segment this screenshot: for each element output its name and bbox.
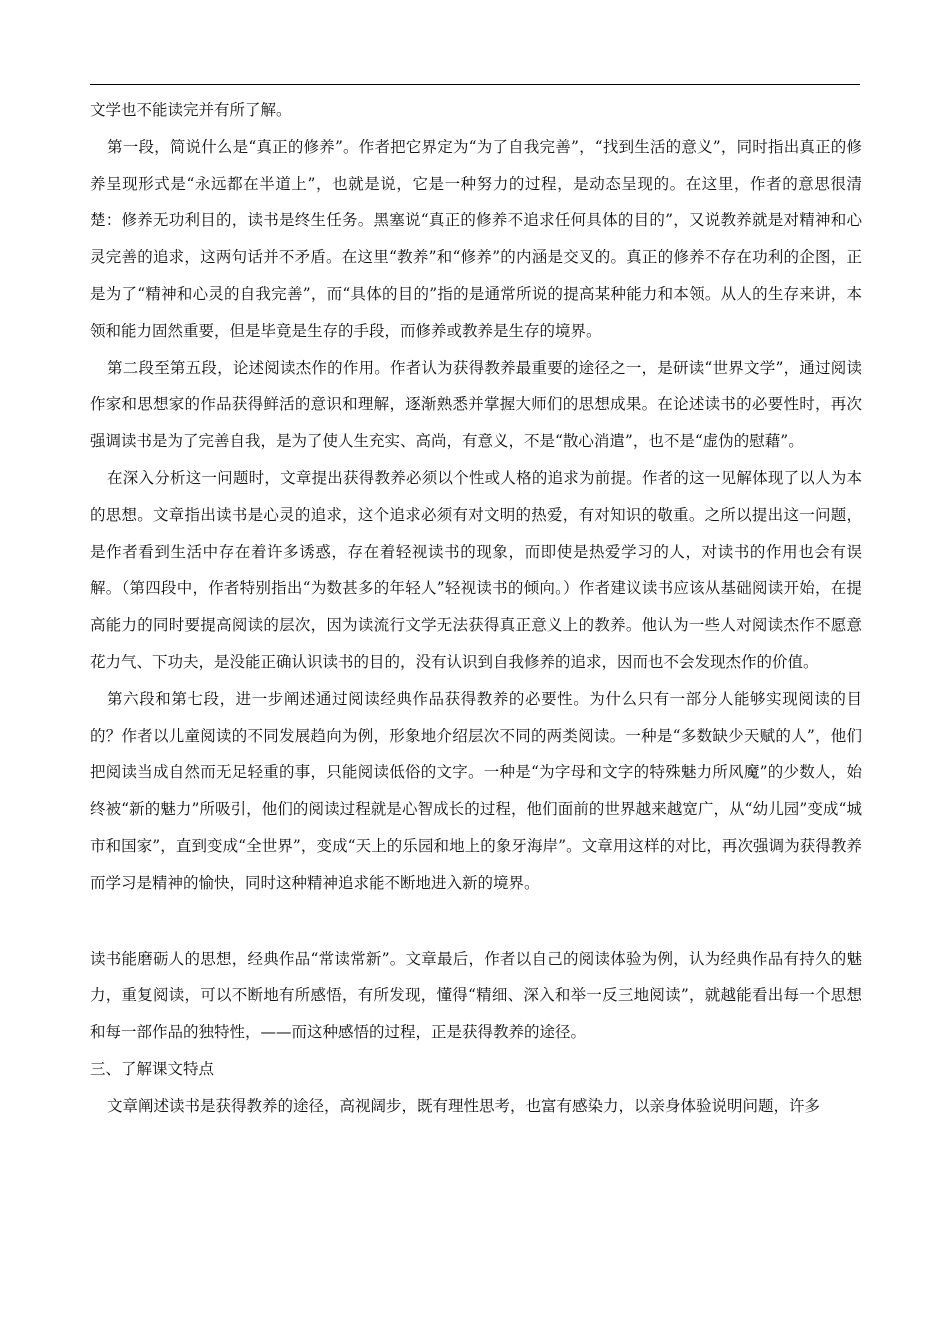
paragraph-features: 文章阐述读书是获得教养的途径，高视阔步，既有理性思考，也富有感染力，以亲身体验说明问题，许多: [107, 1096, 821, 1115]
continuation-paragraph: 文学也不能读完并有所了解。: [90, 101, 292, 119]
paragraph-sections-2-5: 第二段至第五段，论述阅读杰作的作用。作者认为获得教养最重要的途径之一，是研读“世界文学”，通过阅读作家和思想家的作品获得鲜活的意识和理解，逐渐熟悉并掌握大师们的思想成果。在论述读书的必要性时，再次强调读书是为了完善自我，是为了使人生充实、高尚，有意义，不是“散心消遣”，也不是“虚伪的慰藉”。: [90, 358, 862, 451]
section-heading-3: 三、了解课文特点: [90, 1059, 215, 1078]
paragraph-section-1: 第一段，简说什么是“真正的修养”。作者把它界定为“为了自我完善”，“找到生活的意义”，同时指出真正的修养呈现形式是“永远都在半道上”，也就是说，它是一种努力的过程，是动态呈现的。在这里，作者的意思很清楚：修养无功利目的，读书是终生任务。黑塞说“真正的修养不追求任何具体的目的”，又说教养就是对精神和心灵完善的追求，这两句话并不矛盾。在这里“教养”和“修养”的内涵是交叉的。真正的修养不存在功利的企图，正是为了“精神和心灵的自我完善”，而“具体的目的”指的是通常所说的提高某种能力和本领。从人的生存来讲，本领和能力固然重要，但是毕竟是生存的手段，而修养或教养是生存的境界。: [90, 137, 862, 340]
header-rule: [90, 84, 860, 85]
document-body: [90, 92, 862, 1125]
paragraph-sections-6-7: 第六段和第七段，进一步阐述通过阅读经典作品获得教养的必要性。为什么只有一部分人能够实现阅读的目的？作者以儿童阅读的不同发展趋向为例，形象地介绍层次不同的两类阅读。一种是“多数缺少天赋的人”，他们把阅读当成自然而无足轻重的事，只能阅读低俗的文字。一种是“为字母和文字的特殊魅力所风魔”的少数人，始终被“新的魅力”所吸引，他们的阅读过程就是心智成长的过程，他们面前的世界越来越宽广，从“幼儿园”变成“城市和国家”，直到变成“全世界”，变成“天上的乐园和地上的象牙海岸”。文章用这样的对比，再次强调为获得教养而学习是精神的愉快，同时这种精神追求能不断地进入新的境界。: [90, 689, 862, 892]
paragraph-classics: 读书能磨砺人的思想，经典作品“常读常新”。文章最后，作者以自己的阅读体验为例，认为经典作品有持久的魅力，重复阅读，可以不断地有所感悟，有所发现，懂得“精细、深入和举一反三地阅读”，就越能看出每一个思想和每一部作品的独特性，——而这种感悟的过程，正是获得教养的途径。: [90, 949, 862, 1042]
paragraph-deep-analysis: 在深入分析这一问题时，文章提出获得教养必须以个性或人格的追求为前提。作者的这一见解体现了以人为本的思想。文章指出读书是心灵的追求，这个追求必须有对文明的热爱，有对知识的敬重。之所以提出这一问题，是作者看到生活中存在着许多诱惑，存在着轻视读书的现象，而即使是热爱学习的人，对读书的作用也会有误解。（第四段中，作者特别指出“为数甚多的年轻人”轻视读书的倾向。）作者建议读书应该从基础阅读开始，在提高能力的同时要提高阅读的层次，因为读流行文学无法获得真正意义上的教养。他认为一些人对阅读杰作不愿意花力气、下功夫，是没能正确认识读书的目的，没有认识到自我修养的追求，因而也不会发现杰作的价值。: [90, 468, 862, 671]
